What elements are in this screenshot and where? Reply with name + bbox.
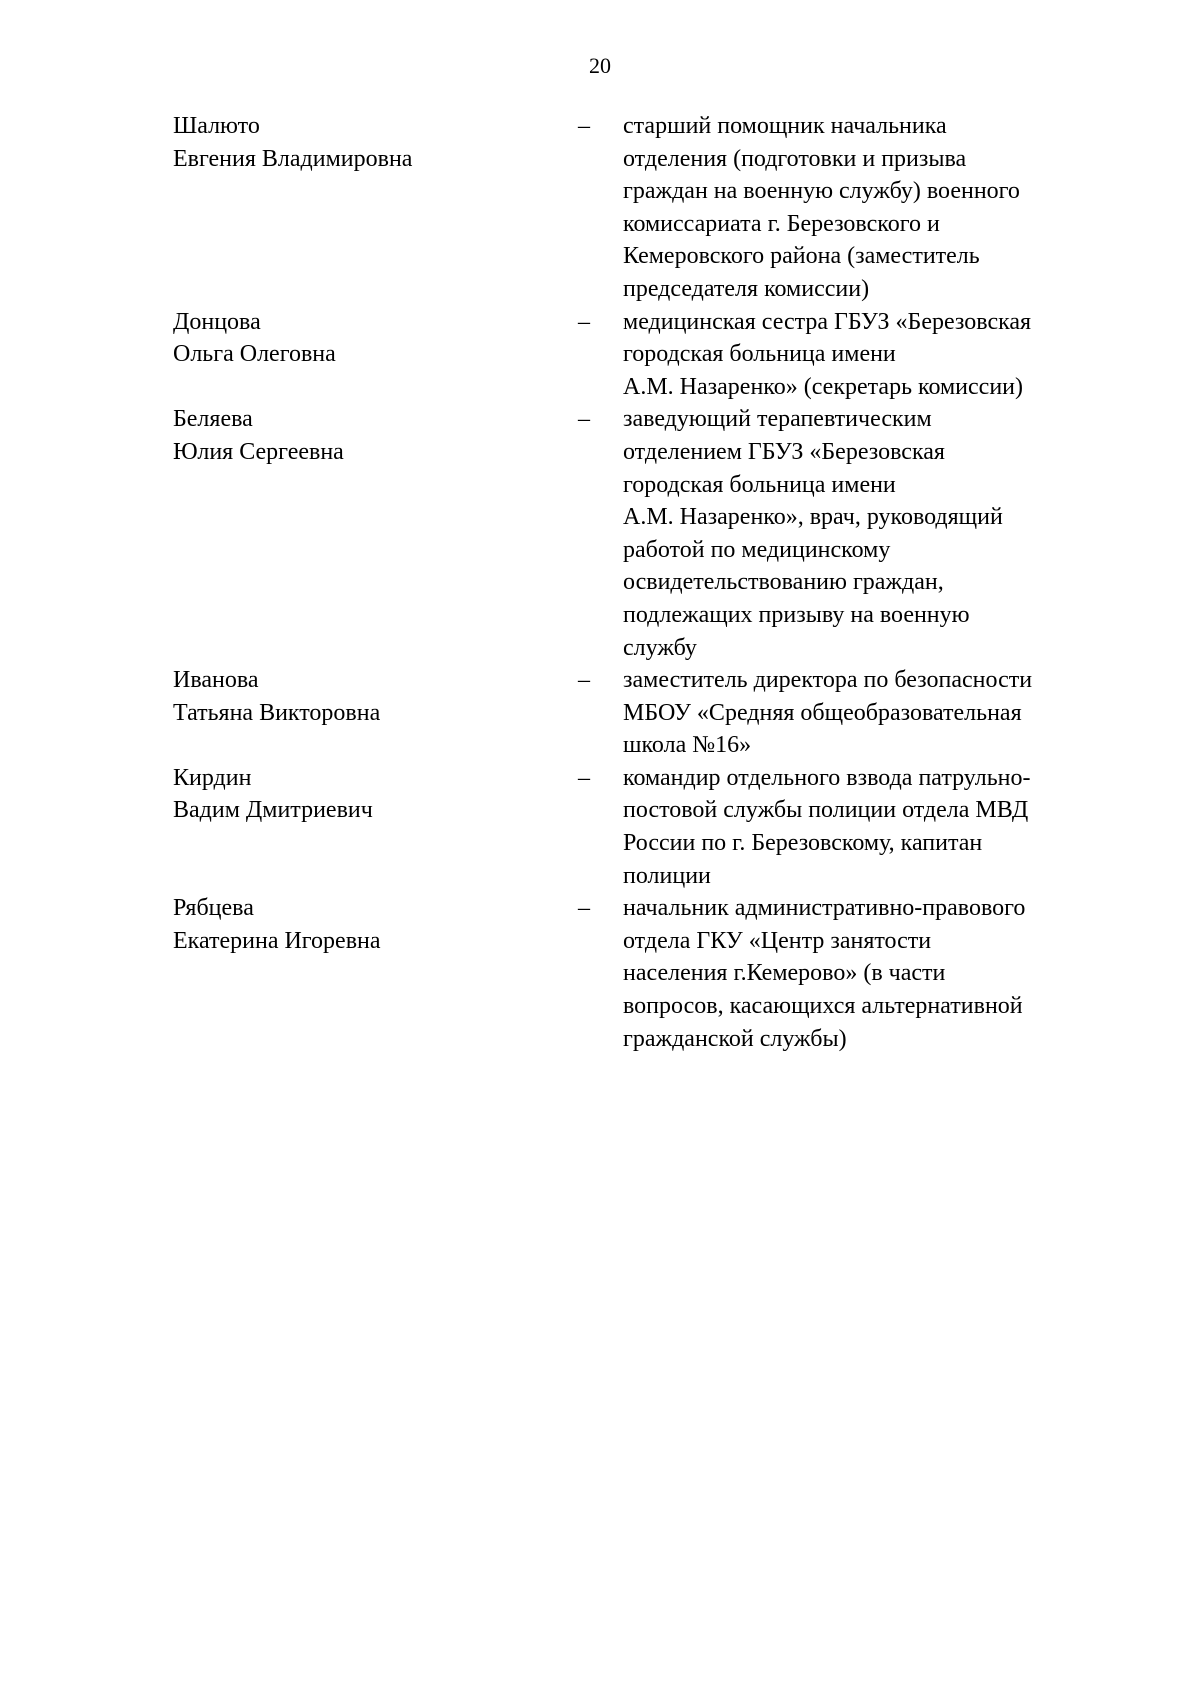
member-role: начальник административно-правового отдела ГКУ «Центр занятости населения г.Кемерово» (в части вопросов, касающихся альтернативной гражданской службы) bbox=[623, 895, 1026, 1052]
member-role: командир отдельного взвода патрульно- постовой службы полиции отдела МВД России по г. Березовскому, капитан полиции bbox=[623, 764, 1031, 889]
member-name: Иванова Татьяна Викторовна bbox=[173, 667, 381, 726]
commission-members-list bbox=[173, 110, 1113, 1055]
member-name: Кирдин Вадим Дмитриевич bbox=[173, 764, 373, 824]
member-role: заместитель директора по безопасности МБОУ «Средняя общеобразовательная школа №16» bbox=[623, 667, 1033, 759]
member-name: Донцова Ольга Олеговна bbox=[173, 308, 336, 368]
member-name: Беляева Юлия Сергеевна bbox=[173, 406, 344, 465]
member-role: заведующий терапевтическим отделением ГБУЗ «Березовская городская больница имени А.М. Назаренко», врач, руководящий работой по медицинскому освидетельствованию граждан, подлежащих призыву на военную службу bbox=[623, 406, 1003, 661]
member-row bbox=[173, 664, 1113, 762]
member-row bbox=[173, 892, 1113, 1055]
member-row bbox=[173, 403, 1113, 664]
member-row bbox=[173, 762, 1113, 892]
member-name: Шалюто Евгения Владимировна bbox=[173, 113, 413, 172]
member-name: Рябцева Екатерина Игоревна bbox=[173, 895, 381, 954]
member-dash: – bbox=[578, 113, 590, 139]
member-dash: – bbox=[578, 895, 590, 922]
page-number: 20 bbox=[589, 53, 611, 78]
member-dash: – bbox=[578, 308, 590, 335]
member-dash: – bbox=[578, 764, 590, 791]
member-role: старший помощник начальника отделения (подготовки и призыва граждан на военную службу) военного комиссариата г. Березовского и Кемеровского района (заместитель председателя комиссии) bbox=[623, 113, 1020, 302]
member-role: медицинская сестра ГБУЗ «Березовская городская больница имени А.М. Назаренко» (секретарь комиссии) bbox=[623, 308, 1032, 400]
member-dash: – bbox=[578, 406, 590, 433]
member-dash: – bbox=[578, 667, 590, 694]
member-row bbox=[173, 110, 1113, 306]
member-row bbox=[173, 306, 1113, 404]
